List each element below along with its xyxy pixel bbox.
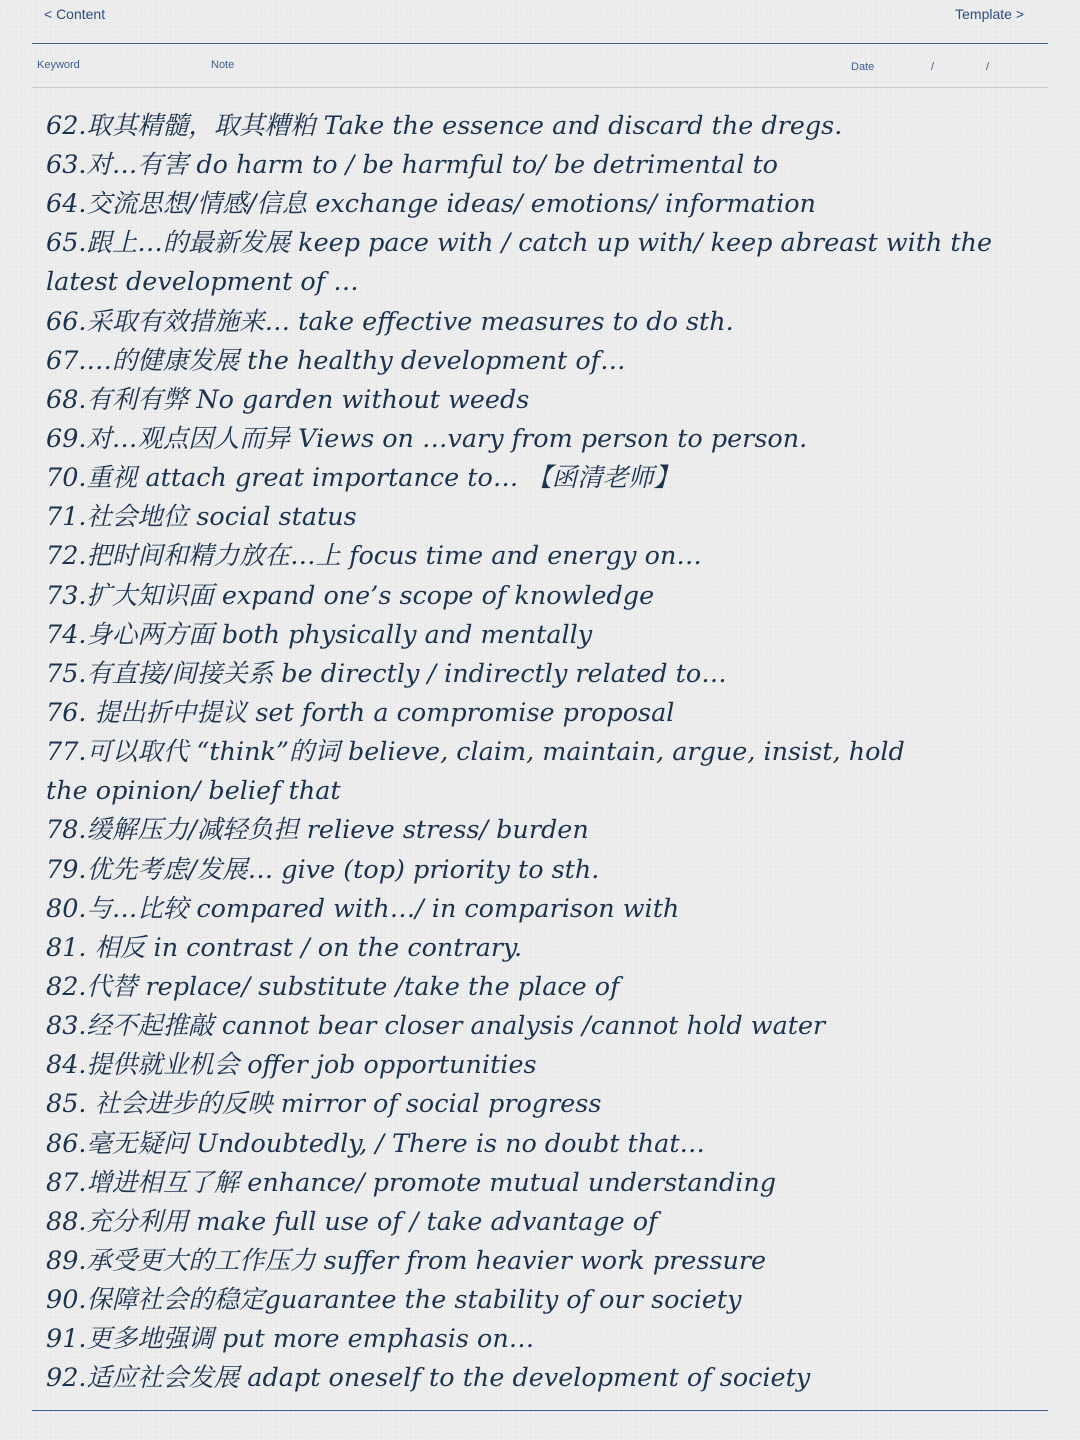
note-line: latest development of … — [46, 267, 359, 297]
note-line: 79.优先考虑/发展… give (top) priority to sth. — [46, 855, 600, 885]
note-line: 65.跟上…的最新发展 keep pace with / catch up with/ keep abreast with the — [46, 228, 993, 258]
note-line: 76. 提出折中提议 set forth a compromise proposal — [46, 698, 675, 728]
note-line: 78.缓解压力/减轻负担 relieve stress/ burden — [46, 815, 589, 845]
note-line: 77.可以取代 “think”的词 believe, claim, maintain, argue, insist, hold — [46, 737, 905, 767]
footer-divider — [32, 1410, 1048, 1411]
template-link[interactable]: Template > — [955, 6, 1024, 22]
date-label[interactable]: Date — [851, 61, 875, 73]
note-line: the opinion/ belief that — [46, 776, 341, 806]
note-line: 87.增进相互了解 enhance/ promote mutual understanding — [46, 1168, 777, 1198]
note-line: 82.代替 replace/ substitute /take the place of — [46, 972, 620, 1002]
note-line: 71.社会地位 social status — [46, 502, 357, 532]
note-line: 67.…的健康发展 the healthy development of… — [46, 346, 626, 376]
note-line: 91.更多地强调 put more emphasis on… — [46, 1324, 535, 1354]
note-line: 66.采取有效措施来… take effective measures to do sth. — [46, 307, 734, 337]
note-line: 86.毫无疑问 Undoubtedly, / There is no doubt that… — [46, 1129, 705, 1159]
keyword-label[interactable]: Keyword — [37, 59, 80, 71]
meta-row — [0, 44, 1080, 88]
note-line: 74.身心两方面 both physically and mentally — [46, 620, 593, 650]
date-separator: / — [931, 61, 935, 73]
note-line: 68.有利有弊 No garden without weeds — [46, 385, 530, 415]
note-label[interactable]: Note — [211, 59, 235, 71]
note-line: 69.对…观点因人而异 Views on …vary from person to person. — [46, 424, 808, 454]
note-line: 90.保障社会的稳定guarantee the stability of our society — [46, 1285, 742, 1315]
meta-divider — [32, 87, 1048, 88]
note-line: 72.把时间和精力放在…上 focus time and energy on… — [46, 541, 702, 571]
content-back-link[interactable]: < Content — [44, 6, 106, 22]
date-separator: / — [986, 61, 990, 73]
note-line: 85. 社会进步的反映 mirror of social progress — [46, 1089, 602, 1119]
note-line: 64.交流思想/情感/信息 exchange ideas/ emotions/ information — [46, 189, 816, 219]
top-bar — [0, 0, 1080, 44]
note-line: 89.承受更大的工作压力 suffer from heavier work pressure — [46, 1246, 767, 1276]
note-line: 84.提供就业机会 offer job opportunities — [46, 1050, 537, 1080]
note-line: 83.经不起推敲 cannot bear closer analysis /cannot hold water — [46, 1011, 826, 1041]
note-line: 63.对…有害 do harm to / be harmful to/ be detrimental to — [46, 150, 778, 180]
note-line: 73.扩大知识面 expand one’s scope of knowledge — [46, 581, 655, 611]
note-line: 81. 相反 in contrast / on the contrary. — [46, 933, 523, 963]
note-line: 88.充分利用 make full use of / take advantage of — [46, 1207, 658, 1237]
note-line: 70.重视 attach great importance to… 【函清老师】 — [46, 463, 680, 493]
note-line: 62.取其精髓，取其糟粕 Take the essence and discard the dregs. — [46, 111, 843, 141]
note-line: 75.有直接/间接关系 be directly / indirectly related to… — [46, 659, 727, 689]
note-line: 92.适应社会发展 adapt oneself to the development of society — [46, 1363, 811, 1393]
note-line: 80.与…比较 compared with…/ in comparison with — [46, 894, 680, 924]
